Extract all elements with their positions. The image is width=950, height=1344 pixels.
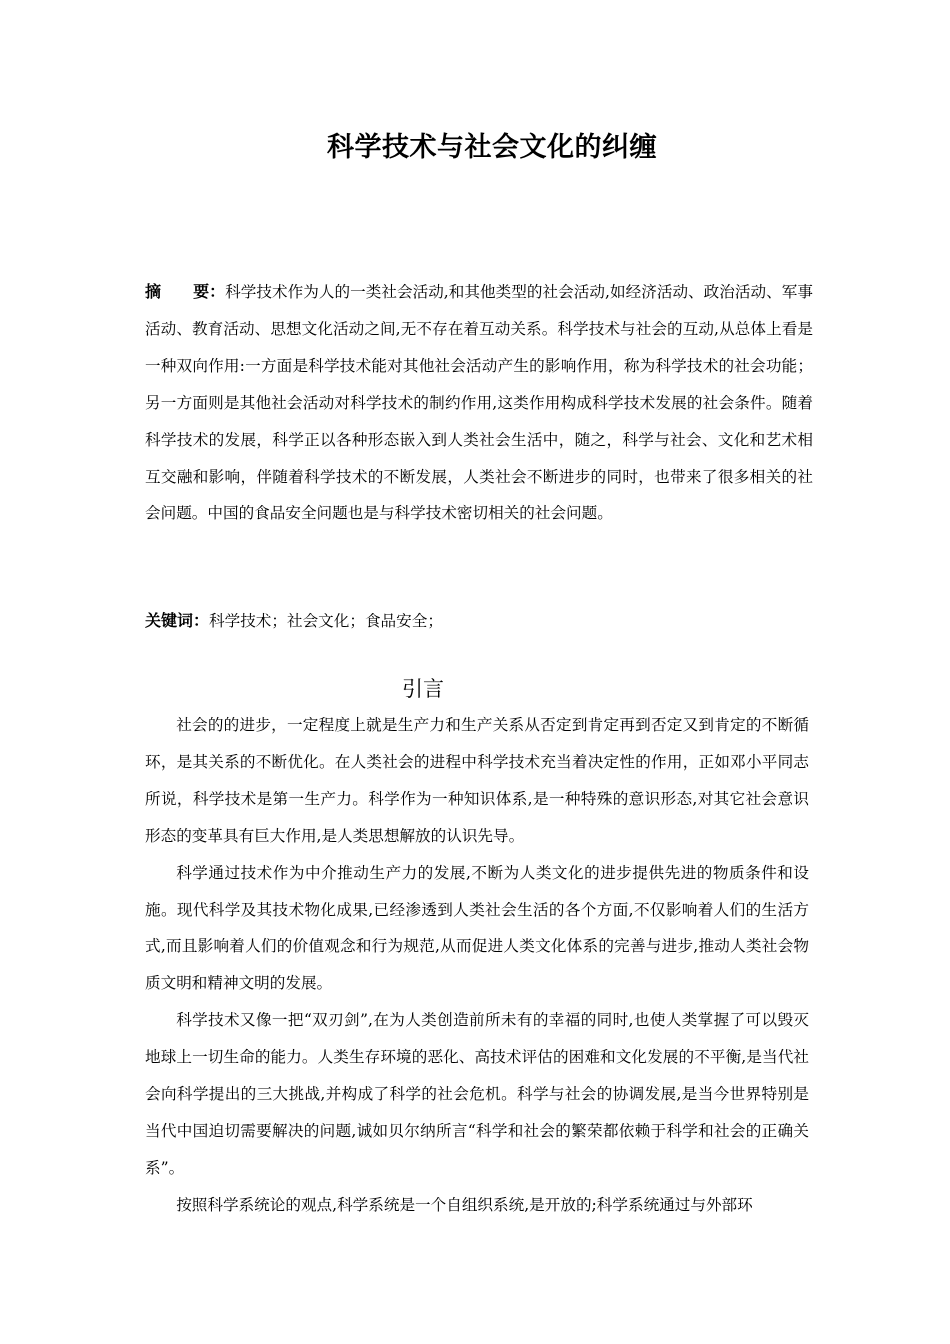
keywords-label: 关键词： bbox=[145, 611, 210, 630]
body-paragraph-1: 社会的的进步，一定程度上就是生产力和生产关系从否定到肯定再到否定又到肯定的不断循环，是其关系的不断优化。在人类社会的进程中科学技术充当着决定性的作用，正如邓小平同志所说，科学技术是第一生产力。科学作为一种知识体系,是一种特殊的意识形态,对其它社会意识形态的变革具有巨大作用,是人类思想解放的认识先导。 bbox=[145, 716, 809, 845]
document-title: 科学技术与社会文化的纠缠 bbox=[327, 132, 657, 163]
abstract-text: 科学技术作为人的一类社会活动,和其他类型的社会活动,如经济活动、政治活动、军事活动、教育活动、思想文化活动之间,无不存在着互动关系。科学技术与社会的互动,从总体上看是一种双向作用:一方面是科学技术能对其他社会活动产生的影响作用，称为科学技术的社会功能；另一方面则是其他社会活动对科学技术的制约作用,这类作用构成科学技术发展的社会条件。随着科学技术的发展，科学正以各种形态嵌入到人类社会生活中，随之，科学与社会、文化和艺术相互交融和影响，伴随着科学技术的不断发展，人类社会不断进步的同时，也带来了很多相关的社会问题。中国的食品安全问题也是与科学技术密切相关的社会问题。 bbox=[145, 283, 813, 523]
keywords-block bbox=[145, 603, 813, 639]
abstract-label: 摘 要： bbox=[145, 282, 226, 301]
keywords-text: 科学技术；社会文化；食品安全； bbox=[209, 612, 443, 630]
body-text bbox=[145, 707, 809, 1224]
section-heading: 引言 bbox=[402, 677, 444, 701]
body-paragraph-2: 科学通过技术作为中介推动生产力的发展,不断为人类文化的进步提供先进的物质条件和设施。现代科学及其技术物化成果,已经渗透到人类社会生活的各个方面,不仅影响着人们的生活方式,而且影响着人们的价值观念和行为规范,从而促进人类文化体系的完善与进步,推动人类社会物质文明和精神文明的发展。 bbox=[145, 863, 809, 993]
abstract-block bbox=[145, 274, 813, 532]
body-paragraph-4: 按照科学系统论的观点,科学系统是一个自组织系统,是开放的;科学系统通过与外部环 bbox=[176, 1195, 753, 1214]
body-paragraph-3: 科学技术又像一把“双刃剑”,在为人类创造前所未有的幸福的同时,也使人类掌握了可以毁灭地球上一切生命的能力。人类生存环境的恶化、高技术评估的困难和文化发展的不平衡,是当代社会向科学提出的三大挑战,并构成了科学的社会危机。科学与社会的协调发展,是当今世界特别是当代中国迫切需要解决的问题,诚如贝尔纳所言“科学和社会的繁荣都依赖于科学和社会的正确关系”。 bbox=[145, 1011, 809, 1177]
